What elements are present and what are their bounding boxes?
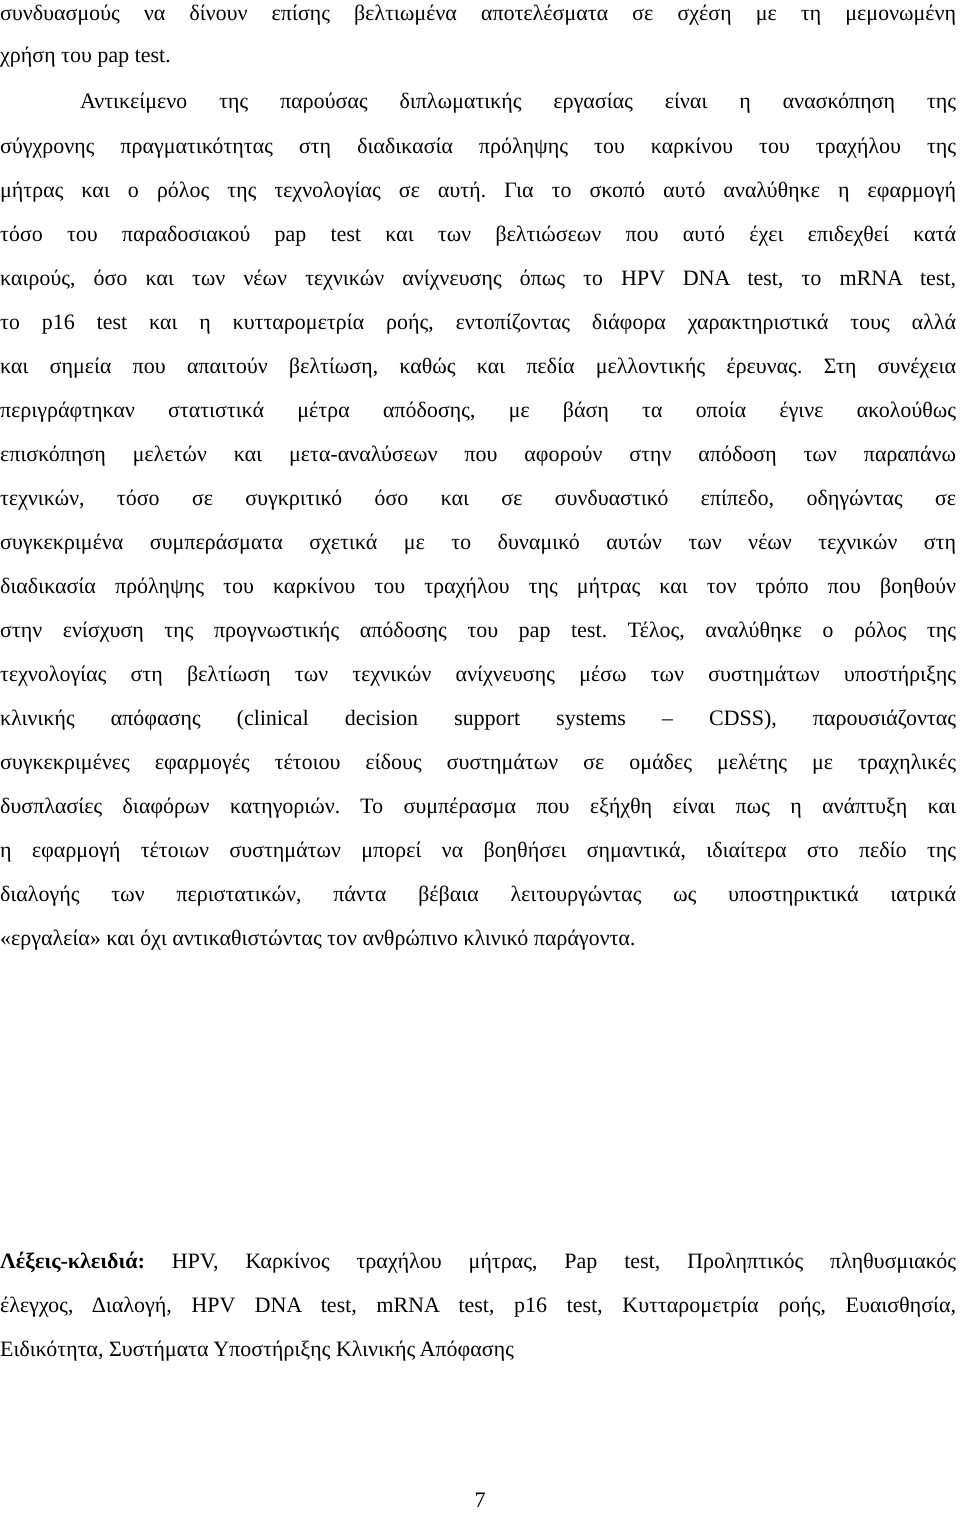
text-line: διαδικασία πρόληψης του καρκίνου του τραχήλου της μήτρας και τον τρόπο που βοηθούν: [0, 573, 956, 598]
text-line: συνδυασμούς να δίνουν επίσης βελτιωμένα αποτελέσματα σε σχέση με τη μεμονωμένη: [0, 0, 956, 25]
text-line: «εργαλεία» και όχι αντικαθιστώντας τον ανθρώπινο κλινικό παράγοντα.: [0, 925, 636, 950]
text-line: και σημεία που απαιτούν βελτίωση, καθώς και πεδία μελλοντικής έρευνας. Στη συνέχεια: [0, 353, 956, 378]
text-line: τεχνολογίας στη βελτίωση των τεχνικών ανίχνευσης μέσω των συστημάτων υποστήριξης: [0, 661, 956, 686]
keywords-label: Λέξεις-κλειδιά:: [0, 1248, 145, 1273]
text-line: συγκεκριμένα συμπεράσματα σχετικά με το δυναμικό αυτών των νέων τεχνικών στη: [0, 529, 956, 554]
text-line: καιρούς, όσο και των νέων τεχνικών ανίχνευσης όπως το HPV DNA test, το mRNA test,: [0, 265, 956, 290]
text-line: σύγχρονης πραγματικότητας στη διαδικασία πρόληψης του καρκίνου του τραχήλου της: [0, 133, 956, 158]
keywords-line: [0, 1246, 956, 1276]
keywords-line: Ειδικότητα, Συστήματα Υποστήριξης Κλινικής Απόφασης: [0, 1336, 514, 1361]
text-line: τεχνικών, τόσο σε συγκριτικό όσο και σε συνδυαστικό επίπεδο, οδηγώντας σε: [0, 485, 956, 510]
text-line: κλινικής απόφασης (clinical decision support systems – CDSS), παρουσιάζοντας: [0, 705, 956, 730]
text-line: μήτρας και ο ρόλος της τεχνολογίας σε αυτή. Για το σκοπό αυτό αναλύθηκε η εφαρμογή: [0, 177, 956, 202]
page-number: 7: [474, 1487, 486, 1512]
text-line: Αντικείμενο της παρούσας διπλωματικής εργασίας είναι η ανασκόπηση της: [80, 88, 956, 113]
text-line: περιγράφτηκαν στατιστικά μέτρα απόδοσης, με βάση τα οποία έγινε ακολούθως: [0, 397, 956, 422]
keywords-text: HPV, Καρκίνος τραχήλου μήτρας, Pap test, Προληπτικός πληθυσμιακός: [144, 1248, 956, 1273]
text-line: τόσο του παραδοσιακού pap test και των βελτιώσεων που αυτό έχει επιδεχθεί κατά: [0, 221, 956, 246]
text-line: η εφαρμογή τέτοιων συστημάτων μπορεί να βοηθήσει σημαντικά, ιδιαίτερα στο πεδίο της: [0, 837, 956, 862]
text-line: διαλογής των περιστατικών, πάντα βέβαια λειτουργώντας ως υποστηρικτικά ιατρικά: [0, 881, 956, 906]
text-line: το p16 test και η κυτταρομετρία ροής, εντοπίζοντας διάφορα χαρακτηριστικά τους αλλά: [0, 309, 956, 334]
text-line: επισκόπηση μελετών και μετα-αναλύσεων που αφορούν στην απόδοση των παραπάνω: [0, 441, 956, 466]
text-line: συγκεκριμένες εφαρμογές τέτοιου είδους συστημάτων σε ομάδες μελέτης με τραχηλικές: [0, 749, 956, 774]
keywords-line: έλεγχος, Διαλογή, HPV DNA test, mRNA test, p16 test, Κυτταρομετρία ροής, Ευαισθησία,: [0, 1292, 956, 1317]
text-line: χρήση του pap test.: [0, 42, 171, 67]
text-line: δυσπλασίες διαφόρων κατηγοριών. Το συμπέρασμα που εξήχθη είναι πως η ανάπτυξη και: [0, 793, 956, 818]
text-line: στην ενίσχυση της προγνωστικής απόδοσης του pap test. Τέλος, αναλύθηκε ο ρόλος της: [0, 617, 956, 642]
